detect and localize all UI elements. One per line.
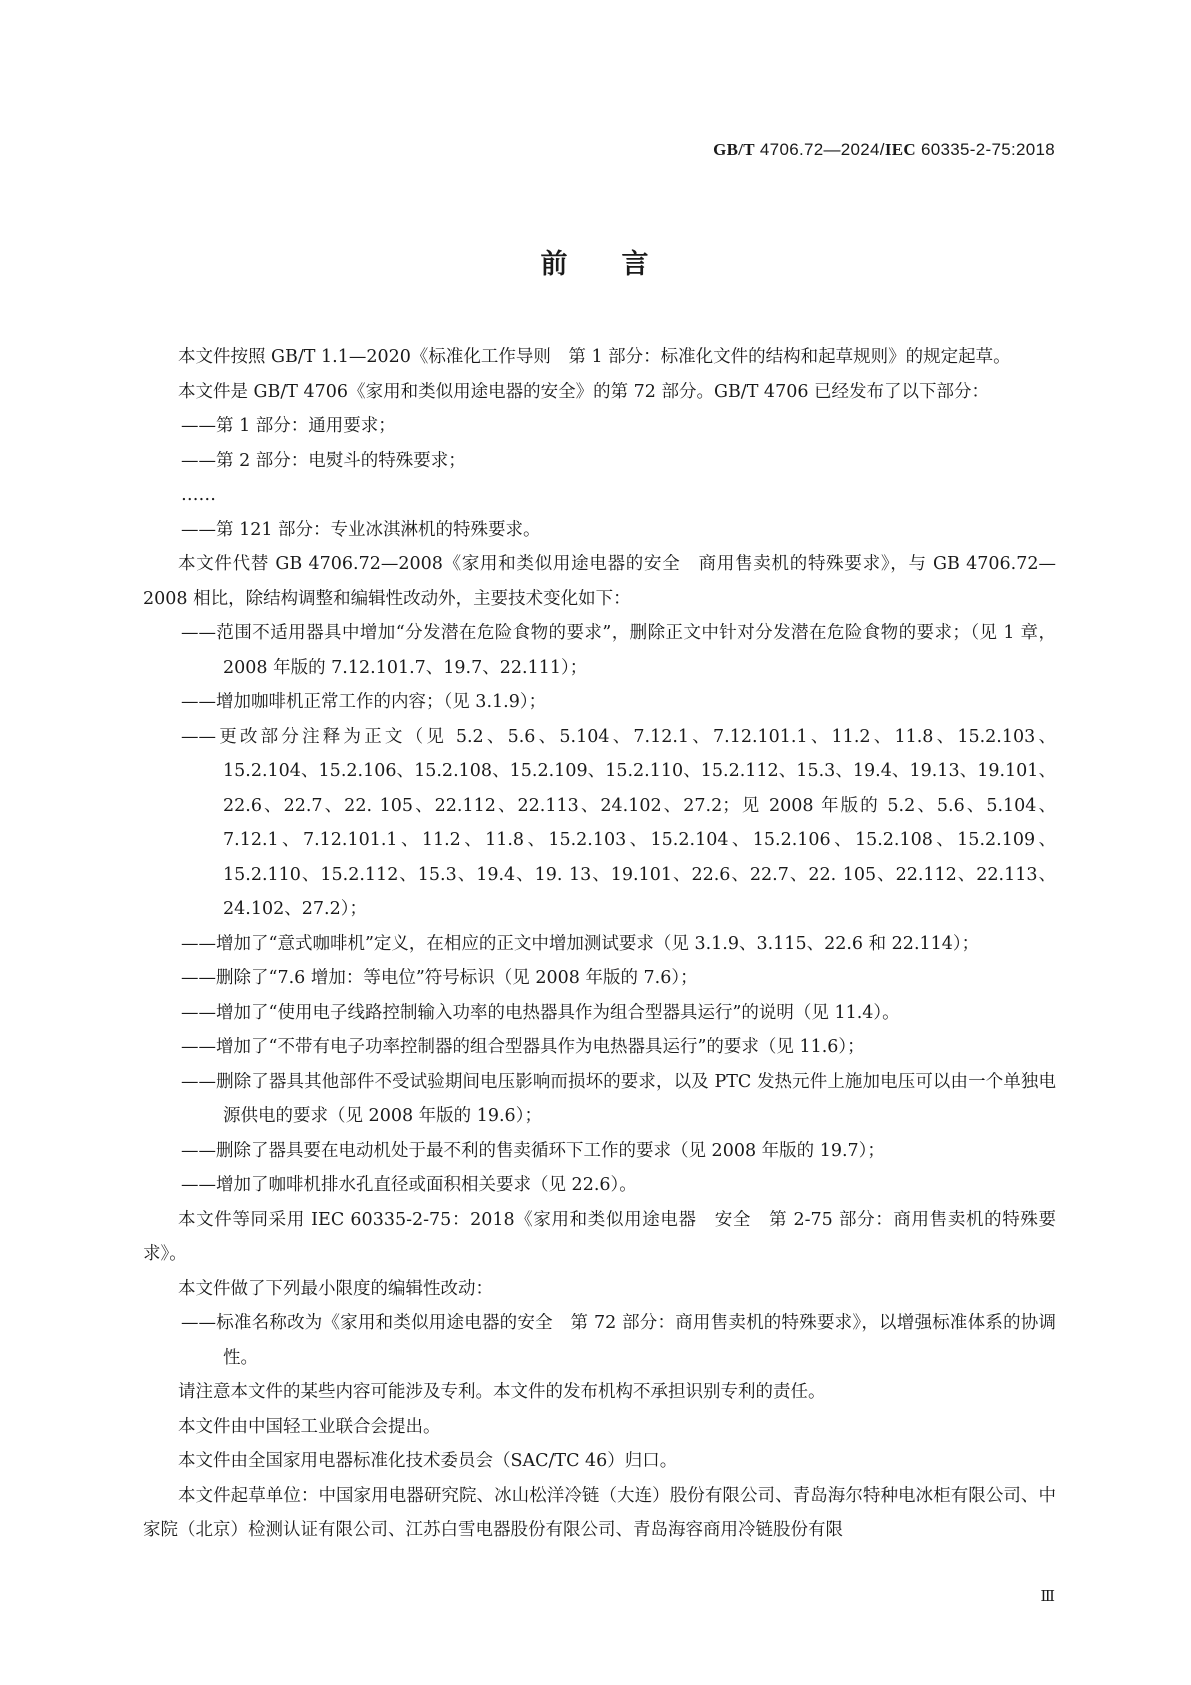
parts-list-item: ——第 2 部分：电熨斗的特殊要求； <box>181 450 466 471</box>
page-title <box>0 242 1191 281</box>
change-list-item: ——增加咖啡机正常工作的内容；（见 3.1.9）； <box>181 692 547 712</box>
title-char-2: 言 <box>621 249 651 280</box>
change-list-item: ——增加了“不带有电子功率控制器的组合型器具作为电热器具运行”的要求（见 11.6）； <box>181 1037 865 1057</box>
change-list-item: ——删除了“7.6 增加：等电位”符号标识（见 2008 年版的 7.6）； <box>181 968 698 988</box>
paragraph-replacement: 本文件代替 GB 4706.72—2008《家用和类似用途电器的安全 商用售卖机的特殊要求》，与 GB 4706.72—2008 相比，除结构调整和编辑性改动外，主要技术变化如下： <box>143 554 1056 609</box>
parts-list-item: ——第 1 部分：通用要求； <box>181 416 396 436</box>
paragraph-series-info: 本文件是 GB/T 4706《家用和类似用途电器的安全》的第 72 部分。GB/T 4706 已经发布了以下部分： <box>178 381 990 402</box>
change-list-item: ——增加了“使用电子线路控制输入功率的电热器具作为组合型器具运行”的说明（见 11.4）。 <box>181 1002 900 1023</box>
parts-list-item: ——第 121 部分：专业冰淇淋机的特殊要求。 <box>181 519 541 540</box>
code-iec-rest: 60335-2-75:2018 <box>915 140 1055 159</box>
paragraph-patent-notice: 请注意本文件的某些内容可能涉及专利。本文件的发布机构不承担识别专利的责任。 <box>178 1382 826 1402</box>
paragraph-editorial-changes: 本文件做了下列最小限度的编辑性改动： <box>178 1278 493 1299</box>
code-iec: IEC <box>884 140 916 159</box>
change-list-item: ——删除了器具其他部件不受试验期间电压影响而损坏的要求，以及 PTC 发热元件上施加电压可以由一个单独电源供电的要求（见 2008 年版的 19.6）； <box>181 1071 1056 1126</box>
paragraph-drafting-units: 本文件起草单位：中国家用电器研究院、冰山松洋冷链（大连）股份有限公司、青岛海尔特种电冰柜有限公司、中家院（北京）检测认证有限公司、江苏白雪电器股份有限公司、青岛海容商用冷链股份有限 <box>143 1485 1056 1540</box>
change-list-item: ——更改部分注释为正文（见 5.2、5.6、5.104、7.12.1、7.12.101.1、11.2、11.8、15.2.103、15.2.104、15.2.106、15.2.108、15.2.109、15.2.110、15.2.112、15.3、19.4、19.13、19.101、22.6、22.7、22. 105、22.112、22.113、24.102、27.2；见 2008 年版的 5.2、5.6、5.104、7.12.1、7.12.101.1、11.2、11.8、15.2.103、15.2.104、15.2.106、15.2.108、15.2.109、15.2.110、15.2.112、15.3、19.4、19. 13、19.101、22.6、22.7、22. 105、22.112、22.113、24.102、27.2）； <box>181 726 1056 919</box>
foreword-body <box>143 340 1056 1548</box>
code-rest: 4706.72—2024/ <box>754 140 885 159</box>
paragraph-drafting-rules: 本文件按照 GB/T 1.1—2020《标准化工作导则 第 1 部分：标准化文件的结构和起草规则》的规定起草。 <box>178 347 1011 367</box>
code-prefix: GB/T <box>713 140 755 159</box>
paragraph-iec-adoption: 本文件等同采用 IEC 60335-2-75：2018《家用和类似用途电器 安全 第 2-75 部分：商用售卖机的特殊要求》。 <box>143 1209 1056 1264</box>
change-list-item: ——增加了咖啡机排水孔直径或面积相关要求（见 22.6）。 <box>181 1175 637 1195</box>
editorial-change-item: ——标准名称改为《家用和类似用途电器的安全 第 72 部分：商用售卖机的特殊要求》，以增强标准体系的协调性。 <box>181 1313 1056 1368</box>
change-list-item: ——范围不适用器具中增加“分发潜在危险食物的要求”，删除正文中针对分发潜在危险食物的要求；（见 1 章，2008 年版的 7.12.101.7、19.7、22.111）； <box>181 623 1056 678</box>
page-number: Ⅲ <box>1040 1587 1055 1605</box>
change-list-item: ——增加了“意式咖啡机”定义，在相应的正文中增加测试要求（见 3.1.9、3.115、22.6 和 22.114）； <box>181 933 980 954</box>
paragraph-proposed-by: 本文件由中国轻工业联合会提出。 <box>178 1416 441 1437</box>
parts-list-ellipsis: …… <box>181 485 216 505</box>
change-list-item: ——删除了器具要在电动机处于最不利的售卖循环下工作的要求（见 2008 年版的 19.7）； <box>181 1140 885 1161</box>
paragraph-centralized-by: 本文件由全国家用电器标准化技术委员会（SAC/TC 46）归口。 <box>178 1451 678 1471</box>
document-code <box>713 140 1055 160</box>
title-char-1: 前 <box>540 249 570 280</box>
